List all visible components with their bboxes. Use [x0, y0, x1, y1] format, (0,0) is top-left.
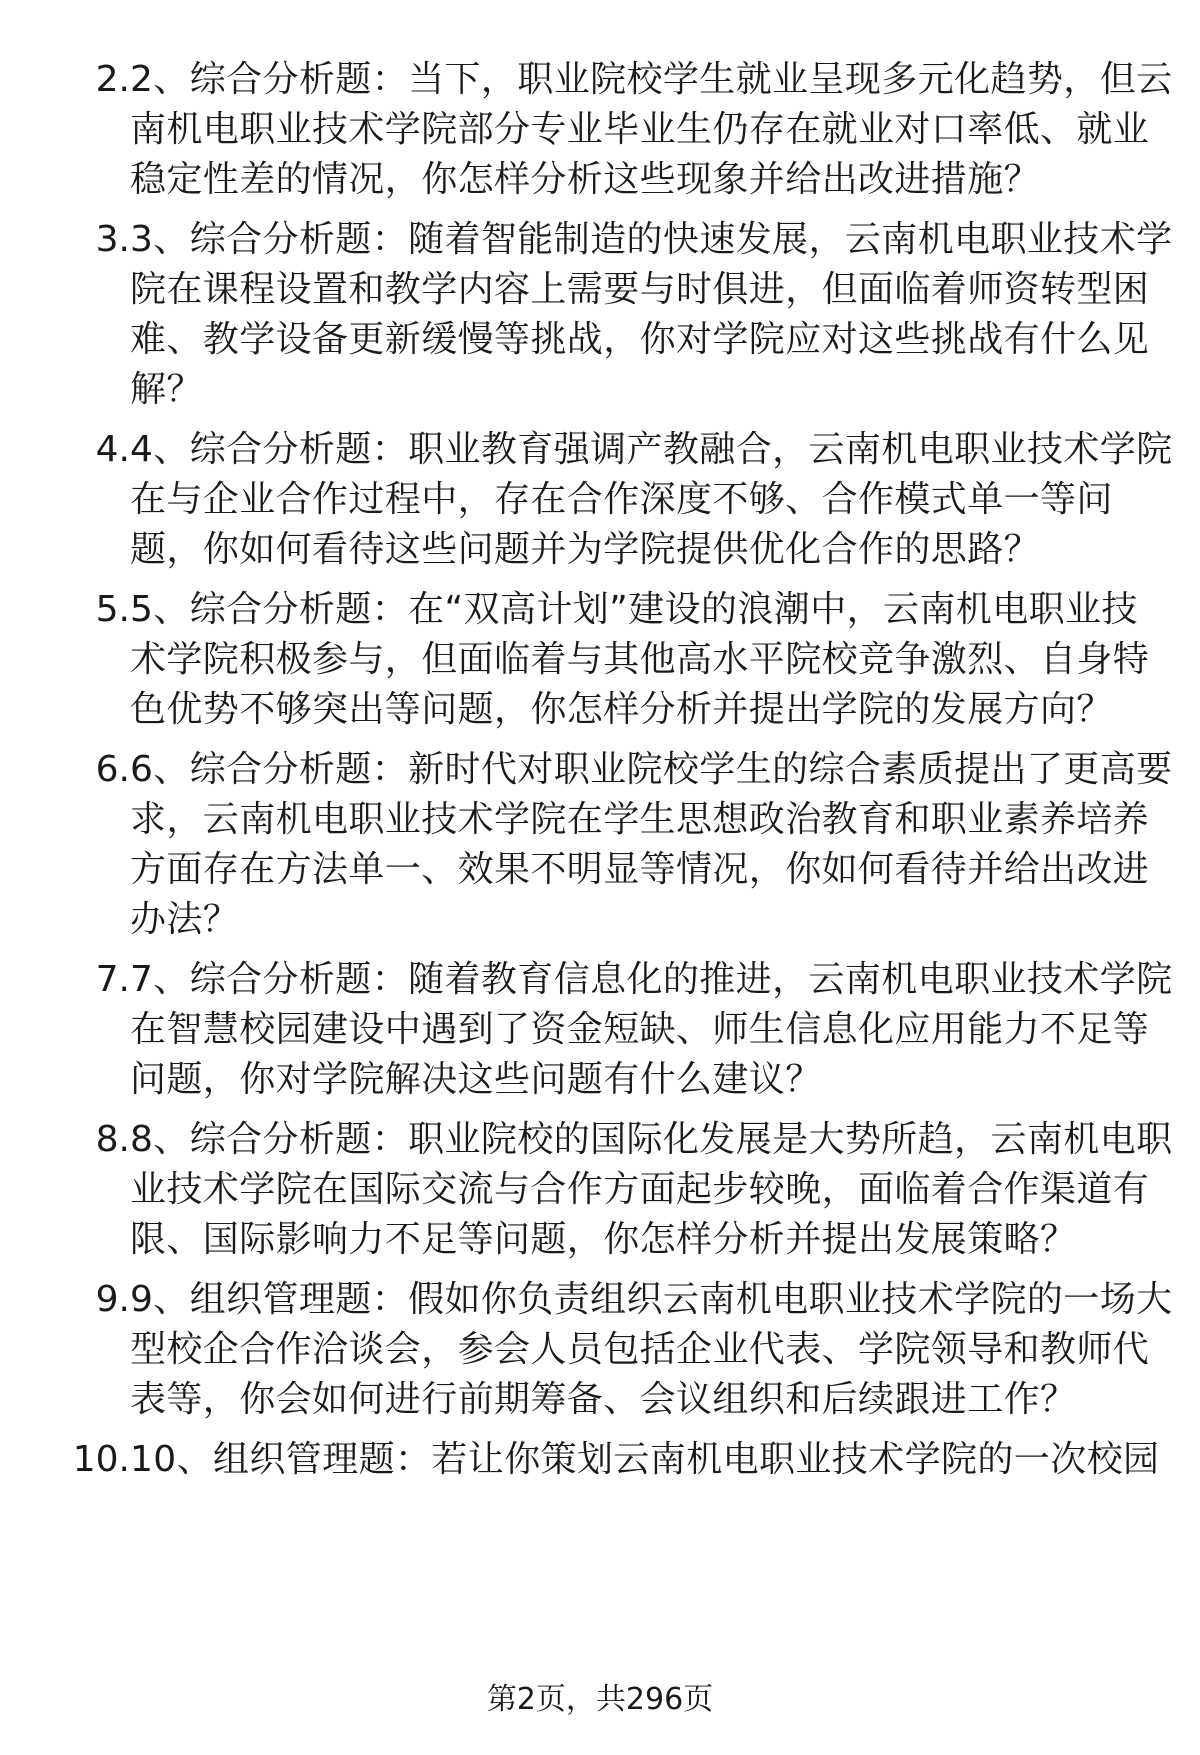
question-text-line: 型校企合作洽谈会，参会人员包括企业代表、学院领导和教师代 — [130, 1329, 1150, 1370]
question-number: 9. — [95, 1279, 130, 1320]
question-text-line: 业技术学院在国际交流与合作方面起步较晚，面临着合作渠道有 — [130, 1169, 1150, 1210]
question-text-line: 解？ — [130, 369, 203, 410]
question-number: 5. — [95, 589, 130, 630]
question-number: 2. — [95, 59, 130, 100]
question-text-line: 7、综合分析题：随着教育信息化的推进，云南机电职业技术学院 — [130, 959, 1173, 1000]
question-text-line: 2、综合分析题：当下，职业院校学生就业呈现多元化趋势，但云 — [130, 59, 1173, 100]
question-number: 3. — [95, 219, 130, 260]
question-text-line: 办法？ — [130, 899, 240, 940]
question-text-line: 在与企业合作过程中，存在合作深度不够、合作模式单一等问 — [130, 479, 1113, 520]
question-text-line: 难、教学设备更新缓慢等挑战，你对学院应对这些挑战有什么见 — [130, 319, 1150, 360]
question-number: 10. — [72, 1439, 130, 1480]
question-text-line: 在智慧校园建设中遇到了资金短缺、师生信息化应用能力不足等 — [130, 1009, 1150, 1050]
question-text-line: 求，云南机电职业技术学院在学生思想政治教育和职业素养培养 — [130, 799, 1150, 840]
page-footer: 第2页，共296页 — [486, 1682, 714, 1717]
question-number: 8. — [95, 1119, 130, 1160]
question-text-line: 南机电职业技术学院部分专业毕业生仍存在就业对口率低、就业 — [130, 109, 1150, 150]
question-text-line: 色优势不够突出等问题，你怎样分析并提出学院的发展方向？ — [130, 689, 1113, 730]
question-text-line: 10、组织管理题：若让你策划云南机电职业技术学院的一次校园 — [130, 1439, 1160, 1480]
question-number: 7. — [95, 959, 130, 1000]
question-text-line: 9、组织管理题：假如你负责组织云南机电职业技术学院的一场大 — [130, 1279, 1173, 1320]
question-text-line: 限、国际影响力不足等问题，你怎样分析并提出发展策略？ — [130, 1219, 1077, 1260]
question-text-line: 5、综合分析题：在“双高计划”建设的浪潮中，云南机电职业技 — [130, 589, 1138, 630]
question-text-line: 表等，你会如何进行前期筹备、会议组织和后续跟进工作？ — [130, 1379, 1077, 1420]
question-text-line: 稳定性差的情况，你怎样分析这些现象并给出改进措施？ — [130, 159, 1041, 200]
question-text-line: 4、综合分析题：职业教育强调产教融合，云南机电职业技术学院 — [130, 429, 1173, 470]
question-text-line: 题，你如何看待这些问题并为学院提供优化合作的思路？ — [130, 529, 1041, 570]
question-text-line: 问题，你对学院解决这些问题有什么建议？ — [130, 1059, 822, 1100]
question-text-line: 院在课程设置和教学内容上需要与时俱进，但面临着师资转型困 — [130, 269, 1150, 310]
question-text-line: 8、综合分析题：职业院校的国际化发展是大势所趋，云南机电职 — [130, 1119, 1173, 1160]
question-text-line: 3、综合分析题：随着智能制造的快速发展，云南机电职业技术学 — [130, 219, 1173, 260]
question-number: 4. — [95, 429, 130, 470]
question-text-line: 方面存在方法单一、效果不明显等情况，你如何看待并给出改进 — [130, 849, 1150, 890]
question-number: 6. — [95, 749, 130, 790]
question-text-line: 6、综合分析题：新时代对职业院校学生的综合素质提出了更高要 — [130, 749, 1173, 790]
question-text-line: 术学院积极参与，但面临着与其他高水平院校竞争激烈、自身特 — [130, 639, 1150, 680]
